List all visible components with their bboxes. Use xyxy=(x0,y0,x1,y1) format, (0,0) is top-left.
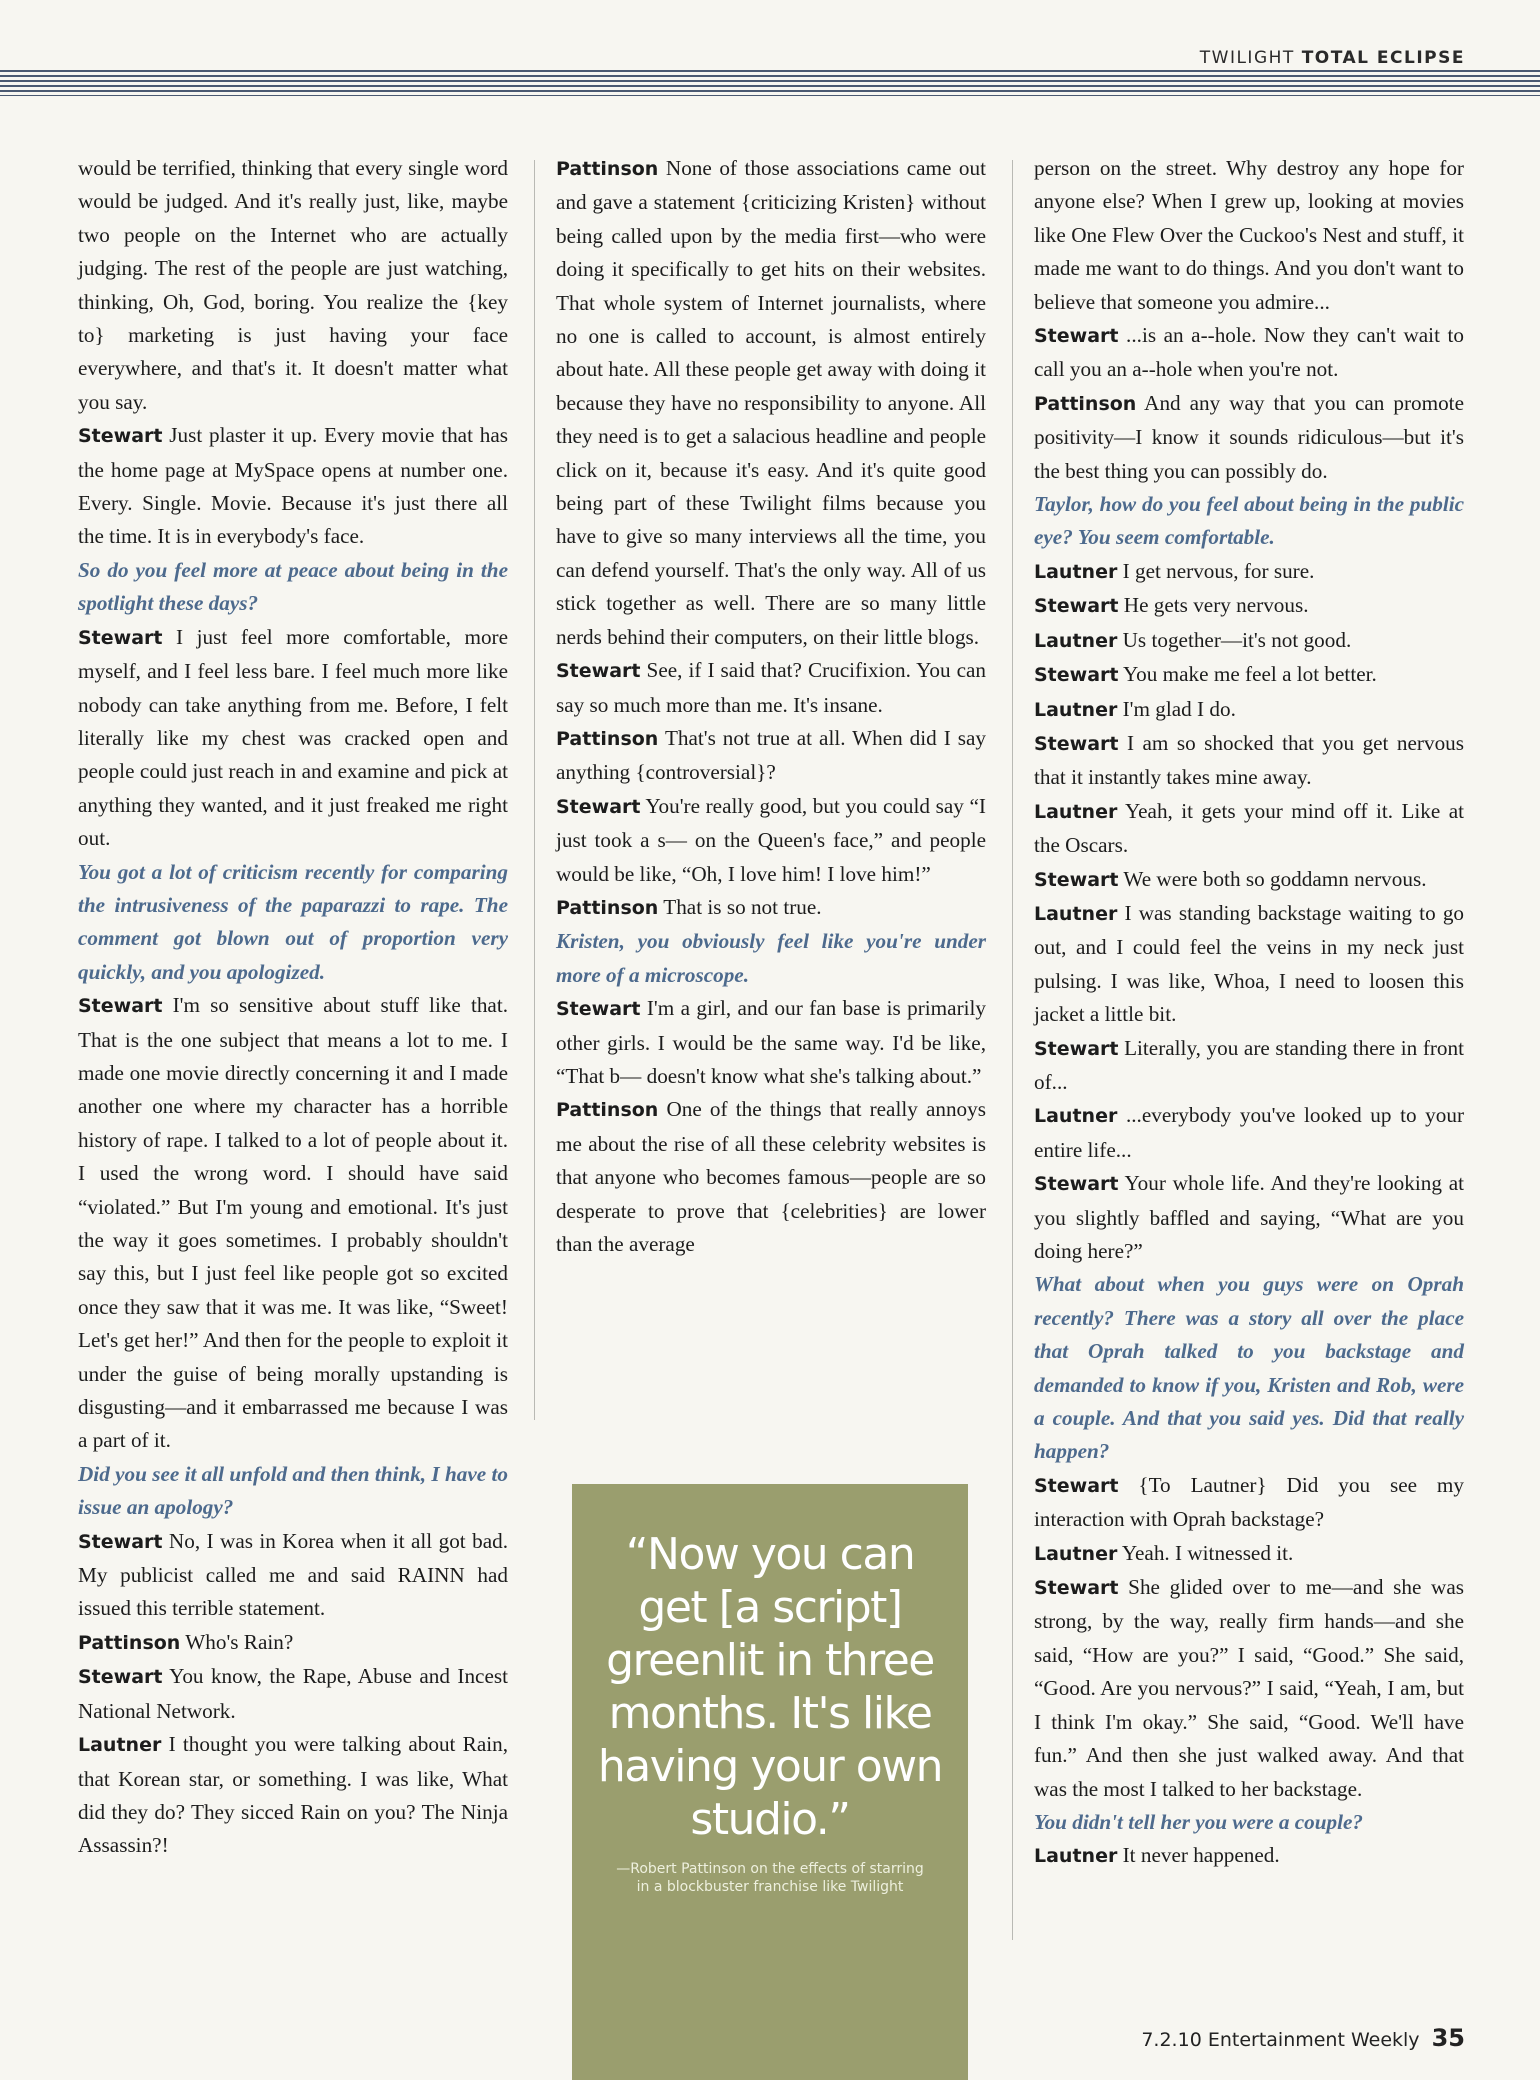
answer-text: No, I was in Korea when it all got bad. My publicist called me and said RAINN had issued this terrible statement. xyxy=(78,1528,509,1621)
answer-text: She glided over to me—and she was strong, by the way, really firm hands—and she said, “How are you?” I said, “Good.” She said, “Good. Are you nervous?” I said, “Yeah, I am, but I think I'm okay.” She said, “Good. We'll have fun.” And then she just walked away. And that was the most I talked to her backstage. xyxy=(1034,1575,1464,1801)
speaker-name: Lautner xyxy=(1034,902,1118,925)
answer-text: You're really good, but you could say “I just took a s— on the Queen's face,” and people would be like, “Oh, I love him! I love him!” xyxy=(556,793,986,886)
speaker-name: Pattinson xyxy=(1034,392,1137,415)
speaker-name: Lautner xyxy=(1034,698,1118,721)
speaker-name: Stewart xyxy=(1034,1577,1119,1600)
interview-answer xyxy=(78,1525,508,1626)
speaker-name: Stewart xyxy=(78,1666,163,1689)
speaker-name: Pattinson xyxy=(78,1631,181,1654)
speaker-name: Lautner xyxy=(1034,1542,1118,1565)
interview-question: What about when you guys were on Oprah recently? There was a story all over the place that Oprah talked to you backstage and demanded to know if you, Kristen and Rob, were a couple. And that you said yes. Did that really happen? xyxy=(1034,1272,1464,1464)
interview-question: You didn't tell her you were a couple? xyxy=(1034,1809,1363,1834)
answer-text: Literally, you are standing there in front of... xyxy=(1034,1035,1465,1094)
answer-text: Your whole life. And they're looking at you slightly baffled and saying, “What are you doing here?” xyxy=(1034,1171,1464,1263)
speaker-name: Pattinson xyxy=(556,1099,659,1122)
speaker-name: Stewart xyxy=(1034,1173,1119,1196)
speaker-name: Lautner xyxy=(1034,629,1118,652)
speaker-name: Stewart xyxy=(78,995,163,1018)
section-name: TWILIGHT xyxy=(1199,48,1295,68)
interview-answer xyxy=(556,654,986,722)
body-text: person on the street. Why destroy any hope for anyone else? When I grew up, looking at movies like One Flew Over the Cuckoo's Nest and stuff, it made me want to do things. And you don't want to believe that someone you admire... xyxy=(1034,156,1464,314)
answer-text: Just plaster it up. Every movie that has the home page at MySpace opens at number one. Every. Single. Movie. Because it's just there all the time. It is in everybody's face. xyxy=(78,423,508,549)
answer-text: Who's Rain? xyxy=(185,1629,294,1654)
answer-text: I'm a girl, and our fan base is primarily other girls. I would be the same way. I'd be like, “That b— doesn't know what she's talking about.” xyxy=(556,996,986,1088)
answer-text: I am so shocked that you get nervous that it instantly takes mine away. xyxy=(1034,730,1465,790)
answer-text: Yeah, it gets your mind off it. Like at the Oscars. xyxy=(1034,798,1464,858)
column-divider xyxy=(534,160,535,1420)
interview-answer xyxy=(1034,555,1464,589)
answer-text: It never happened. xyxy=(1122,1843,1280,1868)
speaker-name: Lautner xyxy=(1034,560,1118,583)
section-header xyxy=(1200,48,1465,68)
interview-answer xyxy=(1034,1839,1464,1873)
speaker-name: Stewart xyxy=(1034,1474,1119,1497)
speaker-name: Lautner xyxy=(1034,1105,1118,1128)
answer-text: You know, the Rape, Abuse and Incest National Network. xyxy=(78,1664,508,1723)
interview-answer xyxy=(1034,319,1464,387)
interview-answer xyxy=(1034,1032,1464,1100)
interview-answer xyxy=(1034,795,1464,863)
interview-answer xyxy=(78,419,508,554)
interview-question: You got a lot of criticism recently for comparing the intrusiveness of the paparazzi to rape. The comment got blown out of proportion very quickly, and you apologized. xyxy=(78,859,508,984)
speaker-name: Lautner xyxy=(1034,1845,1118,1868)
issue-date: 7.2.10 xyxy=(1141,2029,1202,2051)
interview-answer xyxy=(1034,1537,1464,1571)
speaker-name: Pattinson xyxy=(556,896,659,919)
interview-answer xyxy=(1034,897,1464,1032)
pull-quote-text: “Now you can get [a script] greenlit in three months. It's like having your own studio.” xyxy=(597,1529,943,1845)
answer-text: He gets very nervous. xyxy=(1123,593,1309,618)
magazine-name: Entertainment Weekly xyxy=(1207,2029,1420,2051)
interview-question: Taylor, how do you feel about being in the public eye? You seem comfortable. xyxy=(1034,492,1464,550)
interview-answer xyxy=(1034,1167,1464,1268)
answer-text: We were both so goddamn nervous. xyxy=(1123,866,1427,891)
pull-quote-attribution: —Robert Pattinson on the effects of starring in a blockbuster franchise like Twilight xyxy=(616,1861,924,1895)
interview-answer xyxy=(556,992,986,1093)
speaker-name: Lautner xyxy=(78,1734,162,1757)
answer-text: I was standing backstage waiting to go out, and I could feel the veins in my neck just pulsing. I was like, Whoa, I need to loosen this jacket a little bit. xyxy=(1034,900,1465,1027)
interview-answer xyxy=(78,989,508,1458)
interview-answer xyxy=(1034,863,1464,897)
page-footer xyxy=(1141,2024,1465,2052)
article-title: TOTAL ECLIPSE xyxy=(1301,48,1465,68)
speaker-name: Stewart xyxy=(1034,732,1119,755)
answer-text: You make me feel a lot better. xyxy=(1123,662,1377,687)
speaker-name: Pattinson xyxy=(556,727,659,750)
speaker-name: Stewart xyxy=(556,795,641,818)
interview-answer xyxy=(1034,727,1464,795)
answer-text: Us together—it's not good. xyxy=(1122,627,1352,652)
interview-answer xyxy=(78,1626,508,1660)
interview-answer xyxy=(1034,624,1464,658)
interview-question: Kristen, you obviously feel like you're under more of a microscope. xyxy=(556,929,986,987)
answer-text: See, if I said that? Crucifixion. You can say so much more than me. It's insane. xyxy=(556,658,986,717)
column-divider xyxy=(1012,160,1013,1940)
speaker-name: Stewart xyxy=(1034,325,1119,348)
text-column-1 xyxy=(78,152,508,1863)
speaker-name: Stewart xyxy=(1034,1037,1119,1060)
speaker-name: Stewart xyxy=(1034,868,1119,891)
answer-text: I get nervous, for sure. xyxy=(1122,558,1315,583)
interview-answer xyxy=(556,790,986,891)
speaker-name: Stewart xyxy=(1034,664,1119,687)
pull-quote-box xyxy=(572,1484,968,2080)
speaker-name: Stewart xyxy=(556,660,641,683)
interview-answer xyxy=(556,152,986,654)
speaker-name: Stewart xyxy=(78,1530,163,1553)
interview-question: Did you see it all unfold and then think, I have to issue an apology? xyxy=(78,1461,508,1520)
interview-answer xyxy=(556,891,986,925)
speaker-name: Stewart xyxy=(78,425,163,448)
answer-text: {To Lautner} Did you see my interaction with Oprah backstage? xyxy=(1034,1472,1465,1532)
answer-text: ...everybody you've looked up to your entire life... xyxy=(1034,1103,1465,1162)
interview-answer xyxy=(1034,1099,1464,1167)
text-column-2 xyxy=(556,152,986,1261)
body-text: would be terrified, thinking that every single word would be judged. And it's really just, like, maybe two people on the Internet who are actually judging. The rest of the people are just watching, thinking, Oh, God, boring. You realize the {key to} marketing is just having your face everywhere, and that's it. It doesn't matter what you say. xyxy=(78,156,508,414)
interview-answer xyxy=(556,1093,986,1261)
answer-text: I thought you were talking about Rain, that Korean star, or something. I was like, What did they do? They sicced Rain on you? The Ninja Assassin?! xyxy=(78,1732,508,1858)
speaker-name: Stewart xyxy=(556,998,641,1021)
interview-answer xyxy=(1034,387,1464,488)
speaker-name: Stewart xyxy=(78,626,163,649)
answer-text: I just feel more comfortable, more myself, and I feel less bare. I feel much more like nobody can take anything from me. Before, I felt literally like my chest was cracked open and people could just reach in and examine and pick at anything they wanted, and it just freaked me right out. xyxy=(78,624,508,851)
speaker-name: Pattinson xyxy=(556,158,659,180)
answer-text: That's not true at all. When did I say anything {controversial}? xyxy=(556,725,986,785)
speaker-name: Stewart xyxy=(1034,595,1119,618)
header-rule xyxy=(0,70,1540,96)
answer-text: ...is an a--hole. Now they can't wait to call you an a--hole when you're not. xyxy=(1034,323,1464,382)
interview-answer xyxy=(78,1728,508,1863)
answer-text: I'm glad I do. xyxy=(1122,696,1236,721)
interview-answer xyxy=(556,722,986,790)
answer-text: Yeah. I witnessed it. xyxy=(1121,1540,1294,1565)
speaker-name: Lautner xyxy=(1034,800,1118,823)
answer-text: That is so not true. xyxy=(663,894,822,919)
text-column-3 xyxy=(1034,152,1464,1874)
page-number: 35 xyxy=(1431,2024,1465,2052)
interview-answer xyxy=(78,621,508,856)
answer-text: And any way that you can promote positivity—I know it sounds ridiculous—but it's the best thing you can possibly do. xyxy=(1034,390,1464,483)
interview-answer xyxy=(1034,658,1464,692)
answer-text: None of those associations came out and gave a statement {criticizing Kristen} without being called upon by the media first—who were doing it specifically to get hits on their websites. That whole system of Internet journalists, where no one is called to account, is almost entirely about hate. All these people get away with doing it because they have no responsibility to anyone. All they need is to get a salacious headline and people click on it, because it's easy. And it's quite good being part of these Twilight films because you have to give so many interviews all the time, you can defend yourself. That's the only way. All of us stick together as well. There are so many little nerds behind their computers, on their little blogs. xyxy=(556,156,987,649)
answer-text: I'm so sensitive about stuff like that. That is the one subject that means a lot to me. I made one movie directly concerning it and I made another one where my character has a horrible history of rape. I talked to a lot of people about it. I used the wrong word. I should have said “violated.” But I'm young and emotional. It's just the way it goes sometimes. I probably shouldn't say this, but I just feel like people got so excited once they saw that it was me. It was like, “Sweet! Let's get her!” And then for the people to exploit it under the guise of being morally upstanding is disgusting—and it embarrassed me because I was a part of it. xyxy=(78,993,509,1453)
interview-answer xyxy=(78,1660,508,1728)
interview-answer xyxy=(1034,1571,1464,1806)
interview-answer xyxy=(1034,693,1464,727)
interview-answer xyxy=(1034,1469,1464,1537)
answer-text: One of the things that really annoys me about the rise of all these celebrity websites is that anyone who becomes famous—people are so desperate to prove that {celebrities} are lower than the average xyxy=(556,1097,986,1256)
interview-question: So do you feel more at peace about being in the spotlight these days? xyxy=(78,557,508,616)
interview-answer xyxy=(1034,589,1464,623)
